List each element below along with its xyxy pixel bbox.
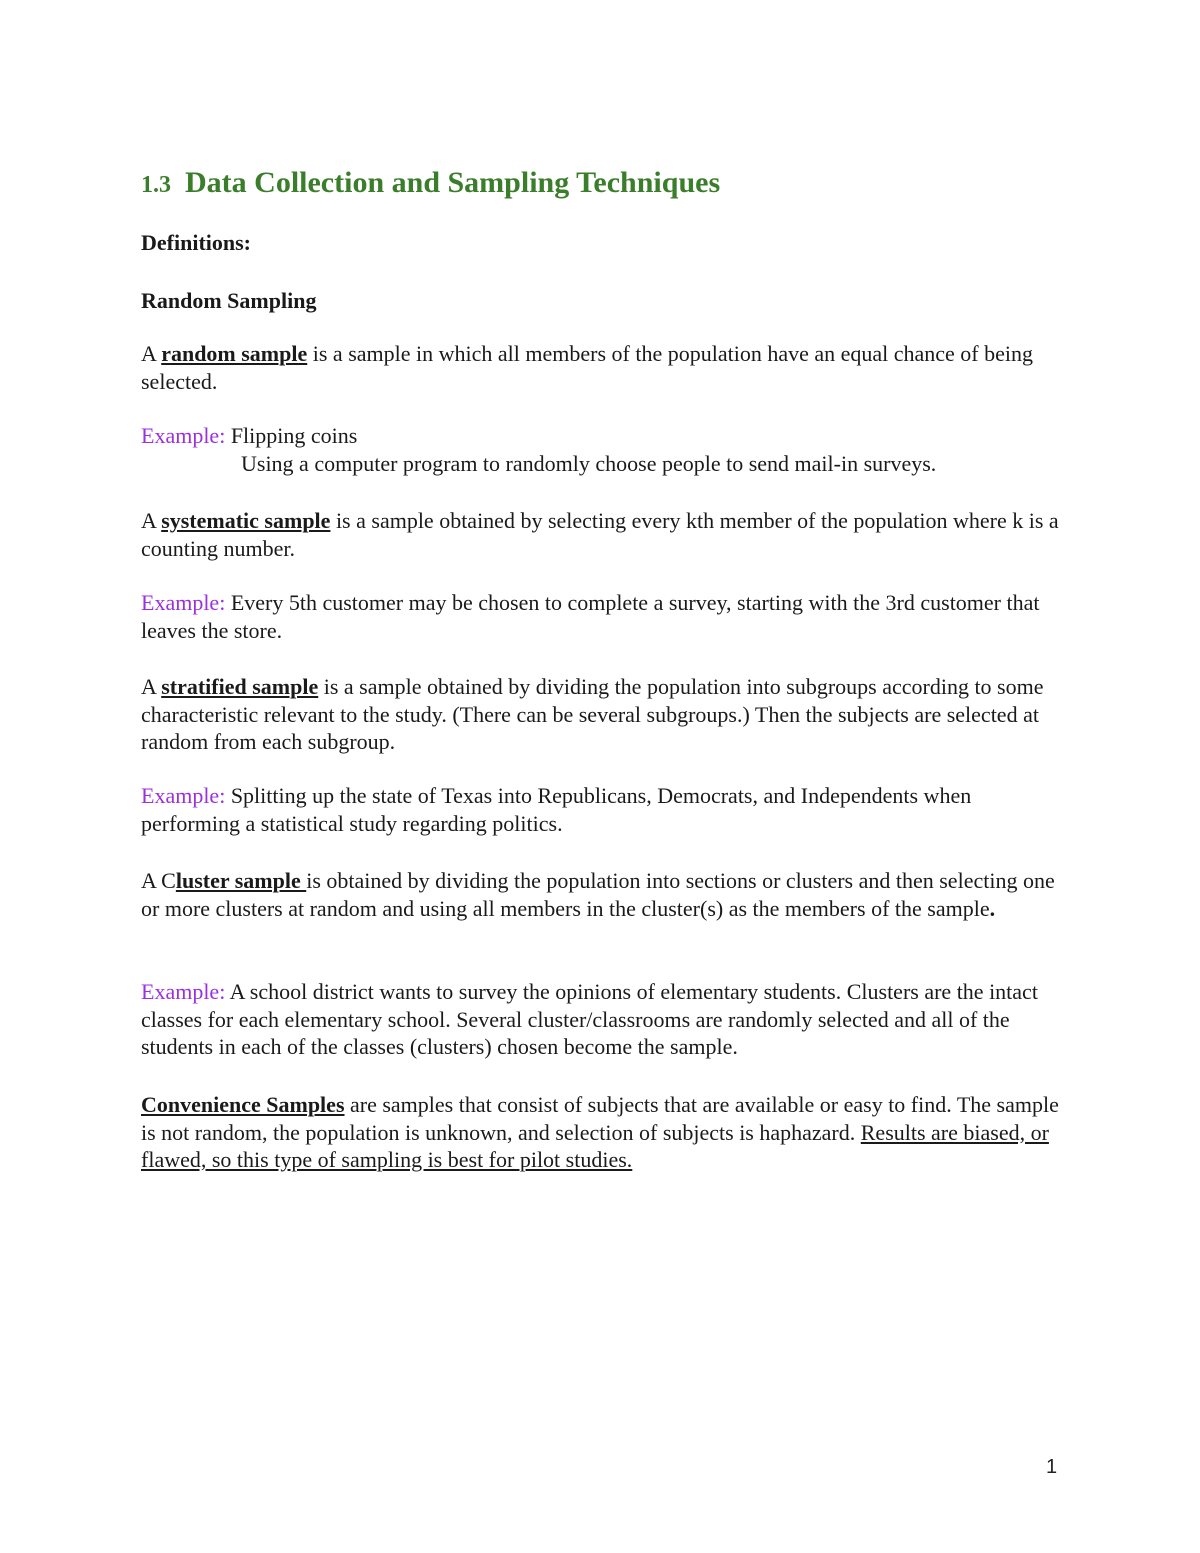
convenience-sample-definition	[141, 1091, 1066, 1174]
random-example-line1: Flipping coins	[225, 423, 358, 448]
stratified-sample-definition	[141, 673, 1066, 756]
systematic-sample-definition	[141, 507, 1066, 562]
random-sample-definition	[141, 340, 1066, 395]
random-sample-term: random sample	[161, 341, 308, 366]
convenience-sample-text: are samples that consist of subjects that are available or easy to find. The sample is not random, the population is unknown, and selection of subjects is haphazard.	[141, 1092, 1059, 1145]
stratified-example-text: Splitting up the state of Texas into Republicans, Democrats, and Independents when performing a statistical study regarding politics.	[141, 783, 972, 836]
random-sample-example	[141, 422, 1066, 477]
random-sampling-label: Random Sampling	[141, 288, 317, 313]
random-example-line2: Using a computer program to randomly choose people to send mail-in surveys.	[241, 450, 937, 476]
random-prefix: A	[141, 341, 162, 366]
systematic-sample-example	[141, 589, 1066, 644]
definitions-label: Definitions:	[141, 230, 251, 255]
example-label: Example:	[141, 590, 226, 615]
cluster-prefix: A C	[141, 868, 176, 893]
stratified-sample-term: stratified sample	[161, 674, 319, 699]
systematic-prefix: A	[141, 508, 162, 533]
example-label: Example:	[141, 423, 226, 448]
section-number: 1.3	[141, 172, 171, 198]
section-title: Data Collection and Sampling Techniques	[185, 166, 721, 199]
convenience-sample-term: Convenience Samples	[141, 1092, 345, 1117]
cluster-example-text: A school district wants to survey the opinions of elementary students. Clusters are the intact classes for each elementary school. Several cluster/classrooms are randomly selected and all of the students in each of the classes (clusters) chosen become the sample.	[141, 979, 1038, 1059]
systematic-sample-term: systematic sample	[161, 508, 331, 533]
random-sample-text: is a sample in which all members of the population have an equal chance of being selected.	[141, 341, 1034, 394]
stratified-prefix: A	[141, 674, 162, 699]
section-heading	[141, 164, 720, 204]
cluster-sample-term: luster sample	[175, 868, 307, 893]
convenience-underlined-note: Results are biased, or flawed, so this type of sampling is best for pilot studies.	[141, 1119, 1049, 1172]
example-label: Example:	[141, 783, 226, 808]
page-number: 1	[1046, 1456, 1058, 1478]
example-label: Example:	[141, 979, 226, 1004]
systematic-example-text: Every 5th customer may be chosen to complete a survey, starting with the 3rd customer that leaves the store.	[141, 590, 1040, 643]
stratified-sample-example	[141, 782, 1066, 837]
cluster-sample-definition	[141, 867, 1066, 922]
systematic-sample-text: is a sample obtained by selecting every kth member of the population where k is a counting number.	[141, 508, 1059, 561]
stratified-sample-text: is a sample obtained by dividing the population into subgroups according to some characteristic relevant to the study. (There can be several subgroups.) Then the subjects are selected at random from each subgroup.	[141, 674, 1044, 754]
cluster-period: .	[989, 895, 996, 921]
cluster-sample-example	[141, 978, 1066, 1061]
cluster-sample-text: is obtained by dividing the population into sections or clusters and then selecting one or more clusters at random and using all members in the cluster(s) as the members of the sample	[141, 868, 1055, 921]
